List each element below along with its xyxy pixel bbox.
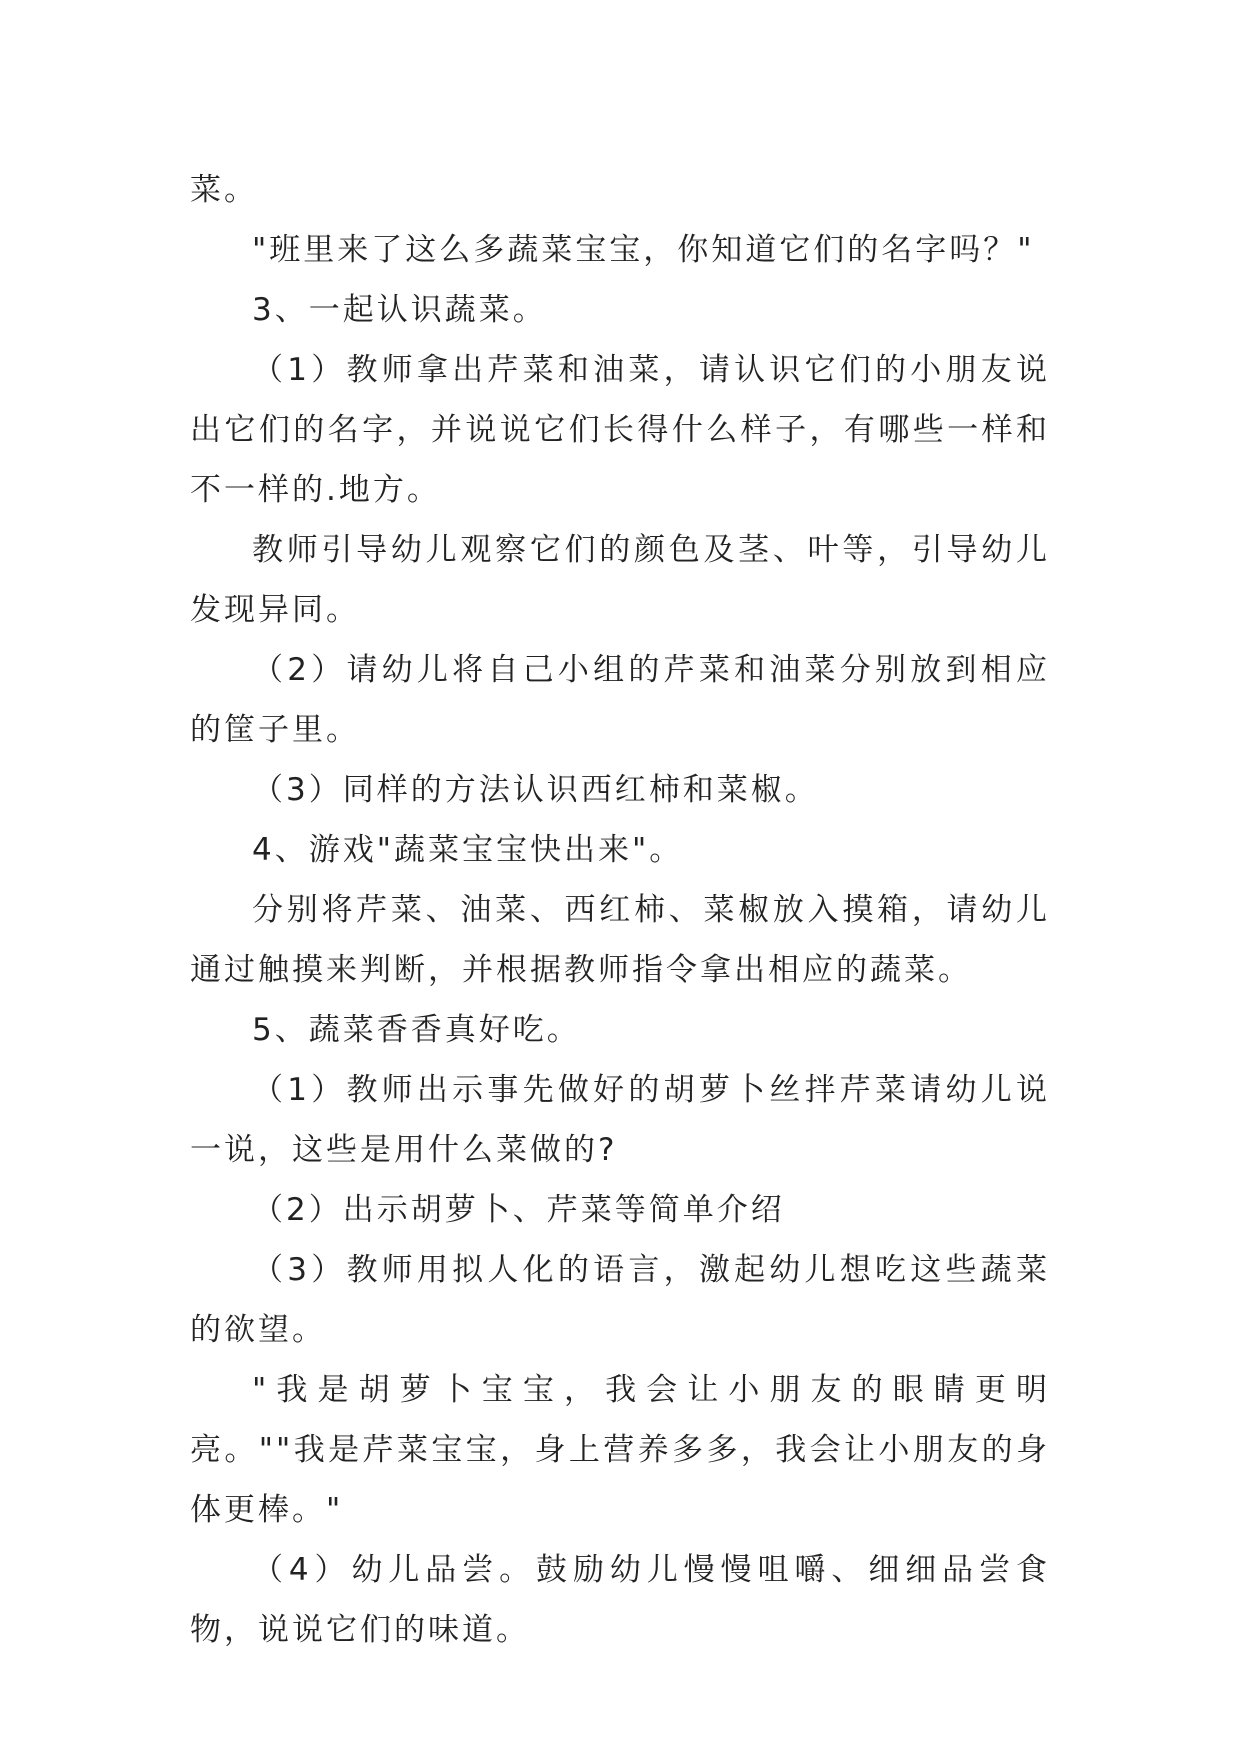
section-heading: 3、一起认识蔬菜。 (252, 292, 547, 328)
paragraph: 分别将芹菜、油菜、西红柿、菜椒放入摸箱，请幼儿通过触摸来判断，并根据教师指令拿出相应的蔬菜。 (190, 892, 1050, 988)
paragraph: （3）教师用拟人化的语言，激起幼儿想吃这些蔬菜的欲望。 (190, 1252, 1050, 1348)
document-page (190, 160, 1050, 1660)
paragraph: 教师引导幼儿观察它们的颜色及茎、叶等，引导幼儿发现异同。 (190, 532, 1050, 628)
paragraph: 菜。 (190, 172, 258, 208)
paragraph: （1）教师出示事先做好的胡萝卜丝拌芹菜请幼儿说一说，这些是用什么菜做的? (190, 1072, 1050, 1168)
section-heading: 5、蔬菜香香真好吃。 (252, 1012, 581, 1048)
paragraph: （4）幼儿品尝。鼓励幼儿慢慢咀嚼、细细品尝食物，说说它们的味道。 (190, 1552, 1050, 1648)
paragraph: "班里来了这么多蔬菜宝宝，你知道它们的名字吗？" (252, 232, 1035, 268)
paragraph: （2）出示胡萝卜、芹菜等简单介绍 (252, 1192, 785, 1228)
paragraph: （2）请幼儿将自己小组的芹菜和油菜分别放到相应的筐子里。 (190, 652, 1050, 748)
paragraph: （3）同样的方法认识西红柿和菜椒。 (252, 772, 819, 808)
paragraph: "我是胡萝卜宝宝，我会让小朋友的眼睛更明亮。""我是芹菜宝宝，身上营养多多，我会让小朋友的身体更棒。" (190, 1372, 1050, 1528)
paragraph: （1）教师拿出芹菜和油菜，请认识它们的小朋友说出它们的名字，并说说它们长得什么样子，有哪些一样和不一样的.地方。 (190, 352, 1050, 508)
section-heading: 4、游戏"蔬菜宝宝快出来"。 (252, 832, 684, 868)
